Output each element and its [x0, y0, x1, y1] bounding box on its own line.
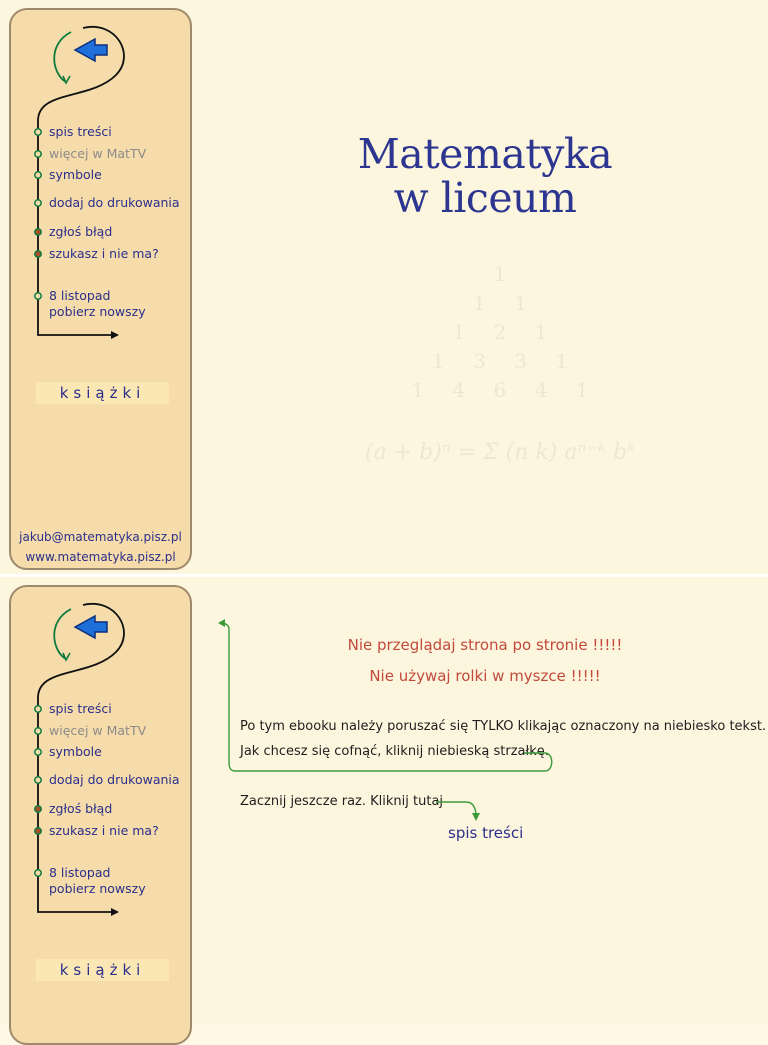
sidebar — [9, 8, 192, 570]
nav-item-toc[interactable]: spis treści — [49, 701, 112, 716]
nav-item-symbols[interactable]: symbole — [49, 167, 102, 182]
pascal-row: 1 4 6 4 1 — [411, 378, 589, 402]
nav-item-toc[interactable]: spis treści — [49, 124, 112, 139]
nav-item-download-newer[interactable]: pobierz nowszy — [49, 304, 146, 319]
nav-item-symbols[interactable]: symbole — [49, 744, 102, 759]
binomial-formula: (a + b)ⁿ = Σ (n k) aⁿ⁻ᵏ bᵏ — [365, 440, 636, 465]
title-line-2: w liceum — [393, 174, 577, 222]
nav-item-search-missing[interactable]: szukasz i nie ma? — [49, 823, 159, 838]
nav-item-report-error[interactable]: zgłoś błąd — [49, 224, 113, 239]
title-line-1: Matematyka — [357, 130, 613, 178]
page-title — [300, 132, 670, 220]
nav-item-add-to-print[interactable]: dodaj do drukowania — [49, 772, 180, 787]
guide-arrows — [0, 577, 768, 1024]
books-button[interactable]: książki — [36, 382, 169, 404]
warning-no-mouse-wheel: Nie używaj rolki w myszce !!!!! — [369, 667, 601, 685]
nav-item-mattv[interactable]: więcej w MatTV — [49, 146, 147, 161]
nav-item-report-error[interactable]: zgłoś błąd — [49, 801, 113, 816]
contact-email[interactable]: jakub@matematyka.pisz.pl — [19, 530, 182, 544]
warning-no-page-by-page: Nie przeglądaj strona po stronie !!!!! — [347, 636, 623, 654]
nav-item-download-newer[interactable]: pobierz nowszy — [49, 881, 146, 896]
pascal-row: 1 1 — [473, 291, 527, 315]
nav-item-add-to-print[interactable]: dodaj do drukowania — [49, 195, 180, 210]
contact-website[interactable]: www.matematyka.pisz.pl — [25, 550, 176, 564]
nav-item-date[interactable]: 8 listopad — [49, 865, 111, 880]
restart-text: Zacznij jeszcze raz. Kliknij tutaj — [240, 794, 444, 809]
pascal-row: 1 3 3 1 — [432, 349, 568, 373]
instruction-line-2: Jak chcesz się cofnąć, kliknij niebieską strzałkę. — [240, 744, 549, 759]
nav-item-date[interactable]: 8 listopad — [49, 288, 111, 303]
pascal-row: 1 — [493, 262, 507, 286]
pascal-row: 1 2 1 — [452, 320, 548, 344]
nav-item-mattv[interactable]: więcej w MatTV — [49, 723, 147, 738]
instruction-line-1: Po tym ebooku należy poruszać się TYLKO klikając oznaczony na niebiesko tekst. — [240, 719, 767, 734]
nav-item-search-missing[interactable]: szukasz i nie ma? — [49, 246, 159, 261]
instructions-page — [0, 577, 768, 1024]
toc-link[interactable]: spis treści — [448, 824, 524, 842]
books-button[interactable]: książki — [36, 959, 169, 981]
